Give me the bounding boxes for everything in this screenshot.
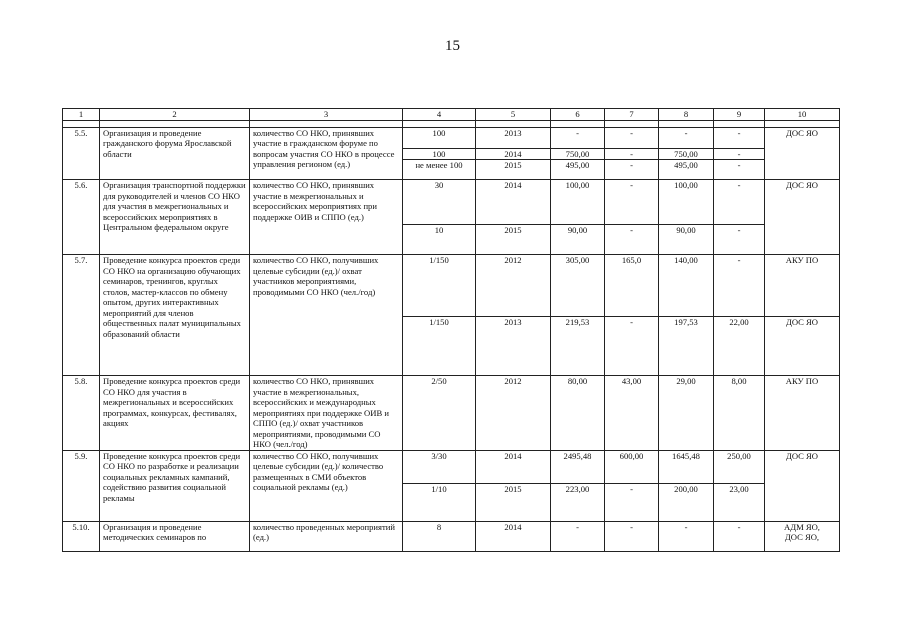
amount-col8: - bbox=[659, 521, 714, 551]
item-indicator: количество СО НКО, принявших участие в межрегиональных и всероссийских мероприятиях при поддержке ОИВ и СППО (ед.) bbox=[250, 180, 403, 255]
amount-col7: - bbox=[605, 180, 659, 225]
amount-total: 223,00 bbox=[551, 483, 605, 521]
executor-line: ДОС ЯО bbox=[786, 127, 818, 138]
indicator-value: 2/50 bbox=[403, 376, 476, 451]
item-indicator: количество СО НКО, принявших участие в гражданском форуме по вопросам участия СО НКО в процессе управления регионом (ед.) bbox=[250, 127, 403, 180]
amount-col7: - bbox=[605, 225, 659, 255]
indicator-value: не менее 100 bbox=[403, 160, 476, 180]
year: 2015 bbox=[476, 160, 551, 180]
column-number: 4 bbox=[403, 109, 476, 121]
amount-col9: - bbox=[714, 180, 765, 225]
amount-total: 2495,48 bbox=[551, 450, 605, 483]
indicator-value: 30 bbox=[403, 180, 476, 225]
year: 2015 bbox=[476, 225, 551, 255]
amount-total: 495,00 bbox=[551, 160, 605, 180]
executor bbox=[765, 376, 840, 451]
amount-total: 90,00 bbox=[551, 225, 605, 255]
column-number: 5 bbox=[476, 109, 551, 121]
table-row bbox=[63, 521, 840, 551]
indicator-value: 3/30 bbox=[403, 450, 476, 483]
amount-total: 219,53 bbox=[551, 317, 605, 376]
indicator-value: 10 bbox=[403, 225, 476, 255]
executor: АКУ ПО bbox=[765, 255, 840, 317]
year: 2015 bbox=[476, 483, 551, 521]
column-number: 6 bbox=[551, 109, 605, 121]
amount-col7: - bbox=[605, 148, 659, 160]
amount-col7: - bbox=[605, 160, 659, 180]
amount-col8: 90,00 bbox=[659, 225, 714, 255]
item-number: 5.5. bbox=[63, 127, 100, 180]
amount-col8: 100,00 bbox=[659, 180, 714, 225]
executor bbox=[765, 127, 840, 180]
item-number: 5.7. bbox=[63, 255, 100, 376]
item-name: Проведение конкурса проектов среди СО НКО на организацию обучающих семинаров, тренингов, круглых столов, мастер-классов по обмену опытом, других интерактивных мероприятий для членов общественных палат муниципальных образований области bbox=[100, 255, 250, 376]
year: 2012 bbox=[476, 255, 551, 317]
year: 2014 bbox=[476, 148, 551, 160]
year: 2013 bbox=[476, 317, 551, 376]
amount-col7: - bbox=[605, 317, 659, 376]
indicator-value: 1/150 bbox=[403, 317, 476, 376]
table-row bbox=[63, 180, 840, 225]
amount-col7: 165,0 bbox=[605, 255, 659, 317]
item-name: Организация и проведение гражданского форума Ярославской области bbox=[100, 127, 250, 180]
amount-col8: 140,00 bbox=[659, 255, 714, 317]
column-number: 1 bbox=[63, 109, 100, 121]
column-number: 10 bbox=[765, 109, 840, 121]
amount-total: 80,00 bbox=[551, 376, 605, 451]
item-number: 5.6. bbox=[63, 180, 100, 255]
year: 2013 bbox=[476, 127, 551, 148]
amount-col8: 29,00 bbox=[659, 376, 714, 451]
table-row bbox=[63, 255, 840, 317]
program-table bbox=[62, 108, 840, 552]
page-number: 15 bbox=[445, 38, 460, 54]
amount-col8: 1645,48 bbox=[659, 450, 714, 483]
amount-col8: 197,53 bbox=[659, 317, 714, 376]
amount-col7: - bbox=[605, 521, 659, 551]
executor bbox=[765, 450, 840, 521]
item-number: 5.8. bbox=[63, 376, 100, 451]
amount-col9: - bbox=[714, 127, 765, 148]
item-number: 5.10. bbox=[63, 521, 100, 551]
table-row bbox=[63, 450, 840, 483]
column-number: 8 bbox=[659, 109, 714, 121]
amount-total: 305,00 bbox=[551, 255, 605, 317]
executor: ДОС ЯО bbox=[765, 317, 840, 376]
executor-line: ДОС ЯО bbox=[786, 450, 818, 461]
indicator-value: 1/150 bbox=[403, 255, 476, 317]
column-number: 2 bbox=[100, 109, 250, 121]
item-indicator: количество СО НКО, получивших целевые субсидии (ед.)/ количество размещенных в СМИ объектов социальной рекламы (ед.) bbox=[250, 450, 403, 521]
item-name: Организация и проведение методических семинаров по bbox=[100, 521, 250, 551]
amount-total: - bbox=[551, 521, 605, 551]
amount-col9: 23,00 bbox=[714, 483, 765, 521]
year: 2014 bbox=[476, 450, 551, 483]
indicator-value: 100 bbox=[403, 127, 476, 148]
amount-col9: - bbox=[714, 225, 765, 255]
indicator-value: 100 bbox=[403, 148, 476, 160]
amount-col9: - bbox=[714, 255, 765, 317]
executor-line: АКУ ПО bbox=[785, 376, 819, 386]
table-row bbox=[63, 376, 840, 451]
amount-total: 100,00 bbox=[551, 180, 605, 225]
amount-col8: 750,00 bbox=[659, 148, 714, 160]
amount-col8: 200,00 bbox=[659, 483, 714, 521]
amount-col7: - bbox=[605, 127, 659, 148]
amount-col9: - bbox=[714, 521, 765, 551]
amount-col7: 600,00 bbox=[605, 450, 659, 483]
indicator-value: 8 bbox=[403, 521, 476, 551]
item-name: Проведение конкурса проектов среди СО НКО по разработке и реализации социальных рекламных кампаний, содействию развития социальной рекламы bbox=[100, 450, 250, 521]
executor-line: АДМ ЯО, bbox=[784, 521, 820, 532]
amount-col8: 495,00 bbox=[659, 160, 714, 180]
item-name: Организация транспортной поддержки для руководителей и членов СО НКО для участия в межрегиональных и всероссийских мероприятиях в Центральном федеральном округе bbox=[100, 180, 250, 255]
amount-col8: - bbox=[659, 127, 714, 148]
spacer-row bbox=[63, 120, 840, 127]
executor-line: ДОС ЯО bbox=[786, 180, 818, 190]
table-row bbox=[63, 127, 840, 148]
amount-col7: - bbox=[605, 483, 659, 521]
amount-col9: 22,00 bbox=[714, 317, 765, 376]
column-number: 3 bbox=[250, 109, 403, 121]
column-number: 7 bbox=[605, 109, 659, 121]
executor bbox=[765, 180, 840, 255]
amount-col9: 8,00 bbox=[714, 376, 765, 451]
amount-col9: 250,00 bbox=[714, 450, 765, 483]
year: 2014 bbox=[476, 180, 551, 225]
item-number: 5.9. bbox=[63, 450, 100, 521]
amount-total: - bbox=[551, 127, 605, 148]
amount-col9: - bbox=[714, 160, 765, 180]
executor bbox=[765, 521, 840, 551]
year: 2012 bbox=[476, 376, 551, 451]
item-indicator: количество СО НКО, принявших участие в межрегиональных, всероссийских и международных мероприятиях при поддержке ОИВ и СППО (ед.)/ охват участников мероприятиями, проводимыми СО НКО (чел./год) bbox=[250, 376, 403, 451]
year: 2014 bbox=[476, 521, 551, 551]
amount-col9: - bbox=[714, 148, 765, 160]
item-name: Проведение конкурса проектов среди СО НКО для участия в межрегиональных и всероссийских программах, конкурсах, фестивалях, акциях bbox=[100, 376, 250, 451]
amount-total: 750,00 bbox=[551, 148, 605, 160]
item-indicator: количество проведенных мероприятий (ед.) bbox=[250, 521, 403, 551]
item-indicator: количество СО НКО, получивших целевые субсидии (ед.)/ охват участников мероприятиями, проводимыми СО НКО (чел./год) bbox=[250, 255, 403, 376]
executor-line: ДОС ЯО, bbox=[784, 532, 820, 542]
amount-col7: 43,00 bbox=[605, 376, 659, 451]
indicator-value: 1/10 bbox=[403, 483, 476, 521]
column-number-row bbox=[63, 109, 840, 121]
column-number: 9 bbox=[714, 109, 765, 121]
